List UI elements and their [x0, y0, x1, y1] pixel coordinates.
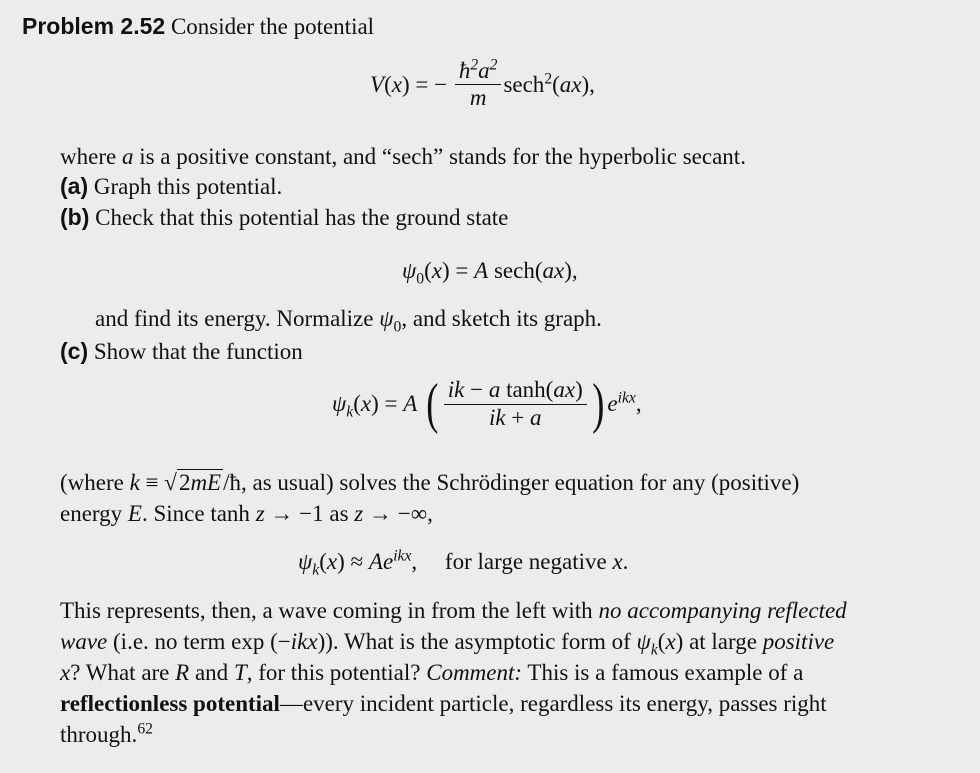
part-c-label: (c): [60, 338, 89, 364]
scattering-fraction: $\frac{\text{ik − a tanh(ax)}}{ik + a}$: [444, 377, 587, 431]
part-c-line2: energy E. Since tanh z → −1 as z → −∞,: [60, 501, 433, 526]
part-c-line1: (where k ≡ √2mE/ħ, as usual) solves the Schrödinger equation for any (positive): [60, 470, 800, 495]
part-c-text: Show that the function: [93, 339, 303, 364]
closing-line-2: wave (i.e. no term exp (−ikx)). What is the asymptotic form of $\psi_k(x)$ at large positive: [60, 629, 835, 659]
part-b-label: (b): [60, 204, 90, 230]
scattering-equation: $\psi_k(x) = A$ ( $\frac{\text{ik − a tanh(ax)}}{ik + a}$ ) $e^{ikx}$,: [332, 373, 642, 435]
ground-state-equation: $\psi_0(x) = A$ sech(ax),: [402, 258, 578, 288]
part-a-text: Graph this potential.: [93, 174, 283, 199]
potential-equation: V(x) = − $\frac{ħ^2a^2}{m}$ sech$^2$(ax),: [370, 56, 595, 111]
part-b-followup: and find its energy. Normalize $\psi_0$, and sketch its graph.: [95, 306, 602, 336]
part-a: [60, 172, 282, 202]
closing-line-4: reflectionless potential—every incident particle, regardless its energy, passes right: [60, 691, 827, 716]
potential-fraction: $\frac{ħ^2a^2}{m}$: [455, 58, 502, 112]
footnote-marker: 62: [137, 720, 153, 738]
part-c: [60, 337, 303, 367]
asymptotic-equation: $\psi_k(x) \approx Ae^{ikx}$, for large negative x.: [298, 547, 629, 579]
problem-heading: [22, 12, 374, 42]
closing-line-1: This represents, then, a wave coming in from the left with no accompanying reflected: [60, 598, 847, 623]
part-b: [60, 203, 508, 233]
problem-number: Problem 2.52: [22, 13, 166, 39]
problem-intro: Consider the potential: [170, 14, 375, 39]
part-b-text: Check that this potential has the ground state: [95, 205, 509, 230]
where-line: where a is a positive constant, and “sech” stands for the hyperbolic secant.: [60, 144, 746, 169]
closing-through: through.: [60, 722, 138, 747]
closing-line-5: [60, 720, 153, 750]
closing-line-3: x? What are R and T, for this potential? Comment: This is a famous example of a: [60, 660, 804, 685]
part-a-label: (a): [60, 173, 89, 199]
